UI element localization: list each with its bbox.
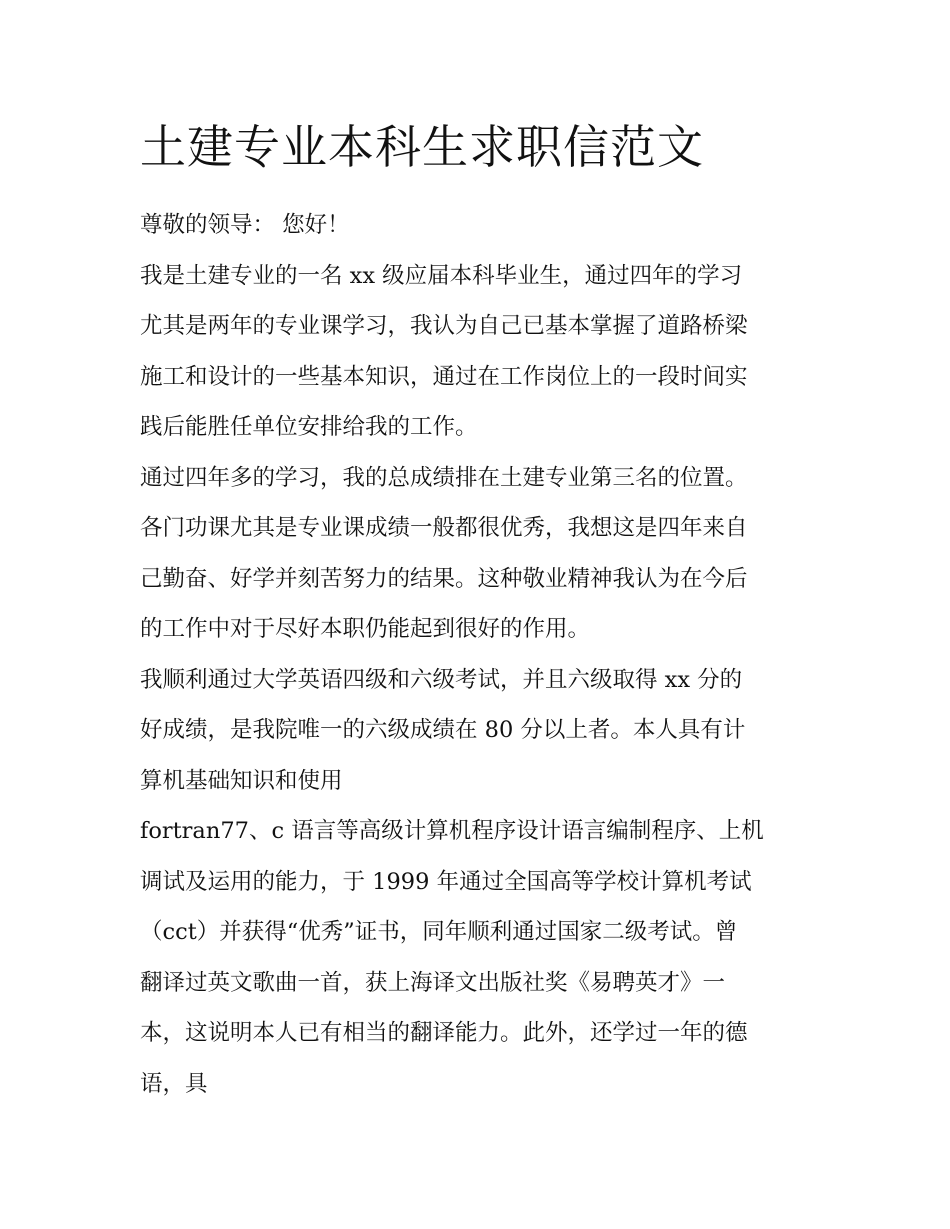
text-line: 算机基础知识和使用 (140, 767, 343, 794)
greeting (140, 200, 820, 251)
text-line: 我顺利通过大学英语四级和六级考试，并且六级取得 xx 分的 (140, 666, 743, 693)
text-line: 尤其是两年的专业课学习，我认为自己已基本掌握了道路桥梁 (140, 313, 748, 339)
text-line: 调试及运用的能力，于 1999 年通过全国高等学校计算机考试 (140, 868, 752, 895)
text-line: 我是土建专业的一名 xx 级应届本科毕业生，通过四年的学习 (140, 262, 743, 289)
paragraph-grades (140, 453, 820, 655)
text-line: 的工作中对于尽好本职仍能起到很好的作用。 (140, 616, 591, 642)
text-line: （cct）并获得“优秀”证书，同年顺利通过国家二级考试。曾 (140, 919, 738, 945)
paragraph-computer-skills (140, 806, 820, 1109)
paragraph-english (140, 655, 820, 807)
text-line: 本，这说明本人已有相当的翻译能力。此外，还学过一年的德 (140, 1020, 748, 1046)
text-line: 通过四年多的学习，我的总成绩排在土建专业第三名的位置。 (140, 464, 748, 491)
text-line: 各门功课尤其是专业课成绩一般都很优秀，我想这是四年来自 (140, 515, 748, 541)
document-title: 土建专业本科生求职信范文 (140, 120, 704, 174)
greeting-line: 尊敬的领导： 您好！ (140, 212, 350, 238)
text-line: 己勤奋、好学并刻苦努力的结果。这种敬业精神我认为在今后 (140, 565, 748, 592)
text-line: 翻译过英文歌曲一首，获上海译文出版社奖《易聘英才》一 (140, 969, 726, 996)
text-line: fortran77、c 语言等高级计算机程序设计语言编制程序、上机 (140, 818, 764, 844)
text-line: 语，具 (140, 1070, 208, 1097)
paragraph-intro (140, 251, 820, 453)
text-line: 施工和设计的一些基本知识，通过在工作岗位上的一段时间实 (140, 363, 748, 390)
text-line: 好成绩，是我院唯一的六级成绩在 80 分以上者。本人具有计 (140, 717, 746, 743)
document-body (140, 118, 820, 1109)
text-line: 践后能胜任单位安排给我的工作。 (140, 414, 478, 440)
